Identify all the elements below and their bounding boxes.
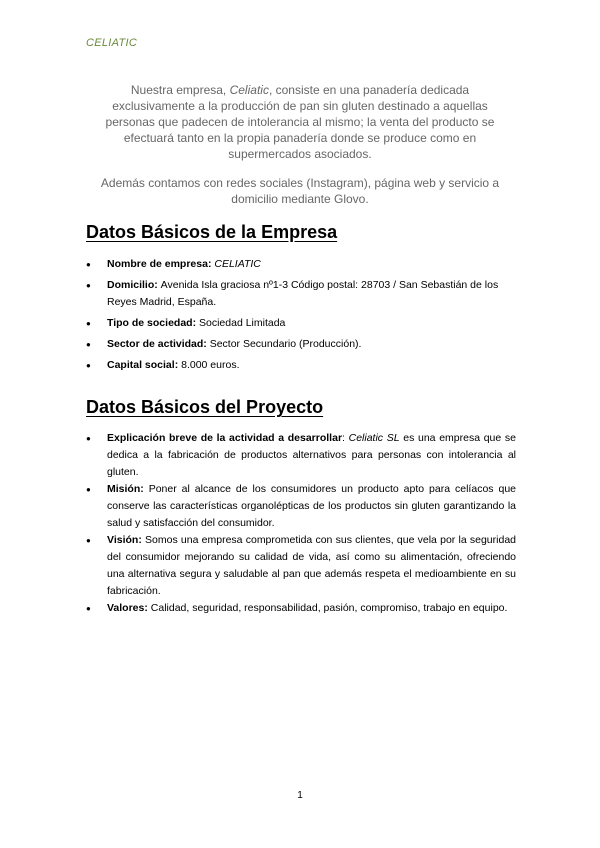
item-value: Calidad, seguridad, responsabilidad, pasión, compromiso, trabajo en equipo. — [150, 602, 508, 614]
item-label: Valores: — [107, 602, 151, 614]
item-label: Tipo de sociedad: — [107, 317, 199, 329]
item-value: Somos una empresa comprometida con sus clientes, que vela por la seguridad del consumidor mejorando su calidad de vida, así como su alimentación, ofreciendo una alternativa segura y saludable al pan que además respeta el medioambiente en su fabricación. — [107, 534, 516, 597]
empresa-list — [86, 256, 516, 378]
item-value: Avenida Isla graciosa nº1-3 Código postal: 28703 / San Sebastián de los Reyes Madrid, España. — [107, 279, 499, 308]
item-value: CELIATIC — [214, 258, 261, 270]
item-label: Explicación breve de la actividad a desarrollar — [107, 432, 343, 444]
intro-text-b: , consiste en una panadería dedicada exclusivamente a la producción de pan sin gluten destinado a aquellas personas que padecen de intolerancia al mismo; la venta del producto se efectuará tanto en la propia panadería donde se produce como en supermercados asociados. — [105, 83, 495, 161]
page-number: 1 — [297, 790, 303, 801]
proyecto-item-vision — [86, 532, 516, 600]
empresa-item-domicilio — [86, 277, 516, 311]
intro-text-2: Además contamos con redes sociales (Instagram), página web y servicio a domicilio mediante Glovo. — [100, 176, 500, 206]
item-brand: Celiatic SL — [348, 432, 400, 444]
item-value: Sector Secundario (Producción). — [209, 338, 362, 350]
item-value: es una empresa que se dedica a la fabricación de productos alternativos para personas con intolerancia al gluten. — [107, 432, 516, 478]
item-label: Visión: — [107, 534, 146, 546]
item-value: Poner al alcance de los consumidores un producto apto para celíacos que conserve las características organolépticas de los productos sin gluten garantizando la salud y satisfacción del consumidor. — [107, 483, 516, 529]
heading-empresa: Datos Básicos de la Empresa — [86, 222, 338, 242]
empresa-item-capital — [86, 357, 516, 374]
intro-brand: Celiatic — [229, 83, 269, 97]
empresa-item-nombre — [86, 256, 516, 273]
document-header: CELIATIC — [86, 37, 138, 49]
item-value: Sociedad Limitada — [199, 317, 286, 329]
proyecto-item-valores — [86, 600, 516, 617]
empresa-item-sector — [86, 336, 516, 353]
intro-paragraph-2 — [96, 175, 504, 207]
item-sep: : — [342, 432, 349, 444]
item-value: 8.000 euros. — [181, 359, 240, 371]
item-label: Sector de actividad: — [107, 338, 210, 350]
intro-text-a: Nuestra empresa, — [130, 83, 230, 97]
heading-proyecto: Datos Básicos del Proyecto — [86, 397, 324, 417]
proyecto-item-explicacion — [86, 430, 516, 481]
item-label: Misión: — [107, 483, 149, 495]
item-label: Capital social: — [107, 359, 182, 371]
proyecto-list — [86, 430, 516, 617]
item-label: Nombre de empresa: — [107, 258, 215, 270]
proyecto-item-mision — [86, 481, 516, 532]
item-label: Domicilio: — [107, 279, 161, 291]
empresa-item-tipo — [86, 315, 516, 332]
intro-paragraph-1 — [96, 82, 504, 162]
